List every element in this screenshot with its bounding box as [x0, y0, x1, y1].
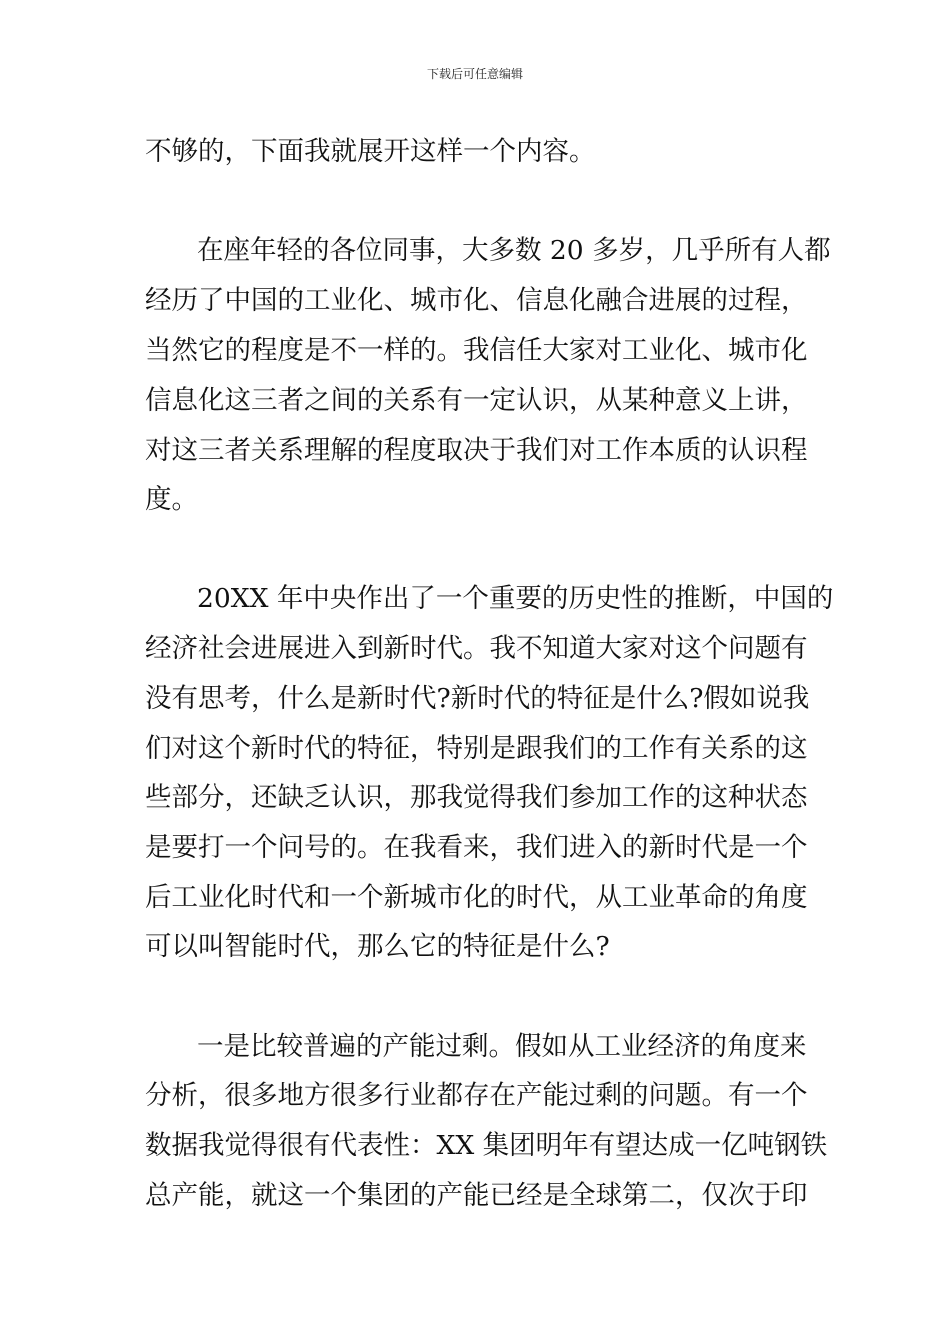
text-line: 总产能，就这一个集团的产能已经是全球第二，仅次于印 [145, 1180, 808, 1211]
text-line: 可以叫智能时代，那么它的特征是什么? [145, 931, 610, 962]
text-line: 对这三者关系理解的程度取决于我们对工作本质的认识程 [145, 435, 808, 466]
paragraph-first-line: 20XX 年中央作出了一个重要的历史性的推断，中国的 [197, 583, 834, 614]
text-line: 们对这个新时代的特征，特别是跟我们的工作有关系的这 [145, 733, 808, 764]
text-line: 当然它的程度是不一样的。我信任大家对工业化、城市化 [145, 335, 808, 366]
text-line: 不够的，下面我就展开这样一个内容。 [145, 136, 596, 167]
paragraph-first-line: 在座年轻的各位同事，大多数 20 多岁，几乎所有人都 [197, 235, 831, 266]
text-line: 没有思考，什么是新时代?新时代的特征是什么?假如说我 [145, 683, 810, 714]
text-line: 分析，很多地方很多行业都存在产能过剩的问题。有一个 [145, 1080, 808, 1111]
text-line: 信息化这三者之间的关系有一定认识，从某种意义上讲， [145, 385, 808, 416]
text-line: 度。 [145, 484, 198, 515]
text-line: 是要打一个问号的。在我看来，我们进入的新时代是一个 [145, 832, 808, 863]
text-line: 经济社会进展进入到新时代。我不知道大家对这个问题有 [145, 633, 808, 664]
text-line: 经历了中国的工业化、城市化、信息化融合进展的过程， [145, 285, 808, 316]
text-line: 些部分，还缺乏认识，那我觉得我们参加工作的这种状态 [145, 782, 808, 813]
paragraph-first-line: 一是比较普遍的产能过剩。假如从工业经济的角度来 [197, 1031, 807, 1062]
text-line: 后工业化时代和一个新城市化的时代，从工业革命的角度 [145, 882, 808, 913]
text-line: 数据我觉得很有代表性：XX 集团明年有望达成一亿吨钢铁 [145, 1130, 828, 1161]
page-header: 下载后可任意编辑 [426, 67, 523, 81]
